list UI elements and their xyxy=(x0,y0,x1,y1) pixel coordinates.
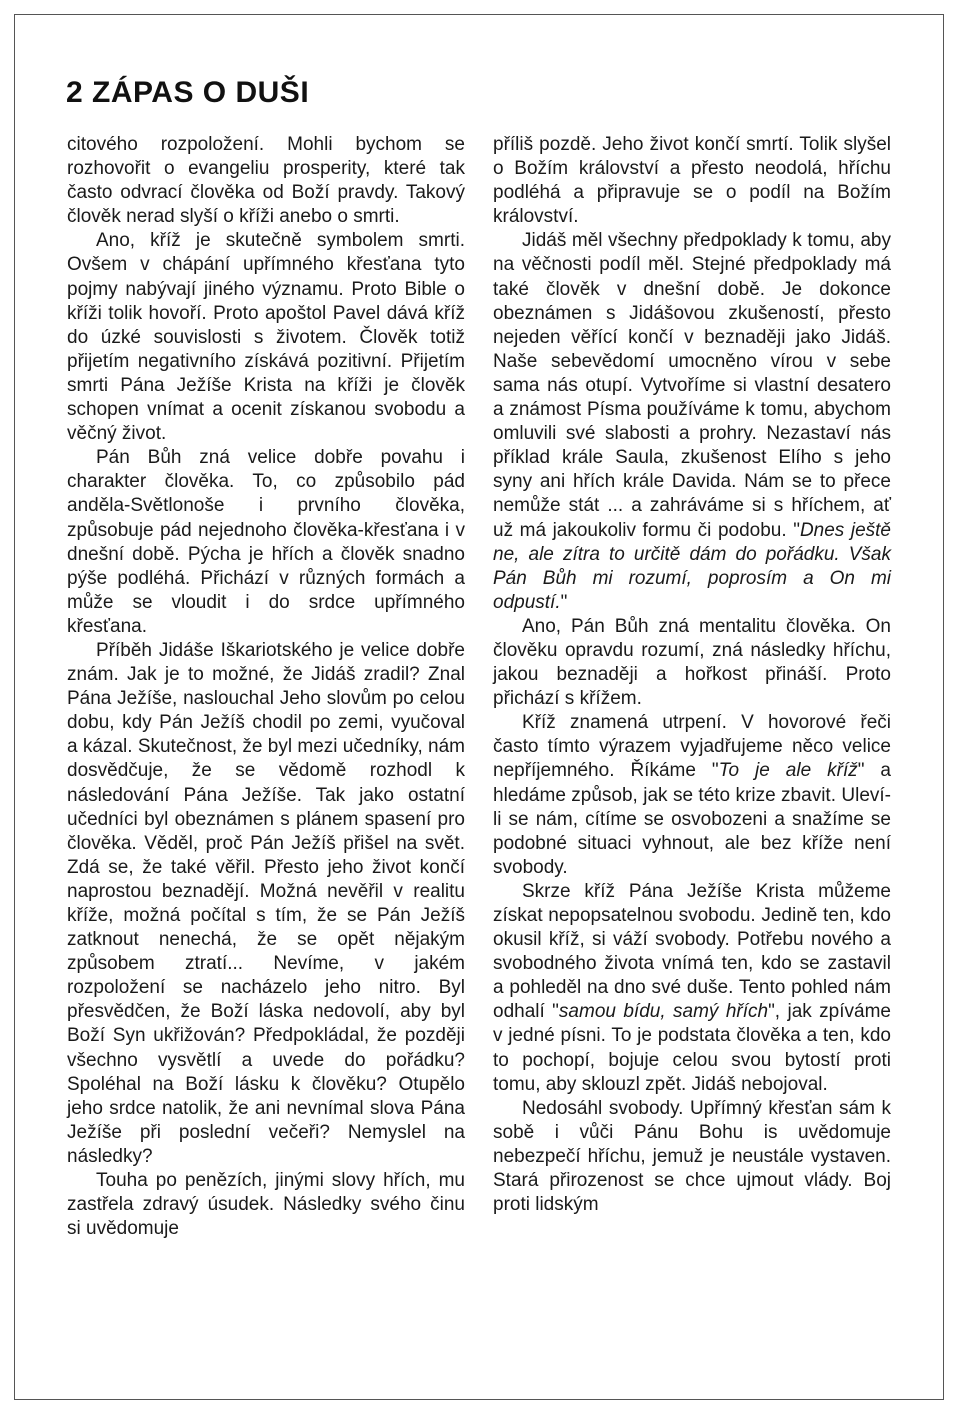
paragraph: Nedosáhl svobody. Upřímný křesťan sám k sobě i vůči Pánu Bohu is uvědomuje nebezpečí hříchu, jemuž je neustále vystaven. Stará přirozenost se chce ujmout vlády. Boj proti lidským xyxy=(493,1097,891,1216)
paragraph: citového rozpoložení. Mohli bychom se rozhovořit o evangeliu prosperity, které tak často odvrací člověka od Boží pravdy. Takový člověk nerad slyší o kříži anebo o smrti. xyxy=(67,134,465,228)
text-span: " xyxy=(560,591,568,613)
paragraph: Příběh Jidáše Iškariotského je velice dobře znám. Jak je to možné, že Jidáš zradil? Znal Pána Ježíše, naslouchal Jeho slovům po celou dobu, kdy Pán Ježíš chodil po zemi, vyučoval a kázal. Skutečnost, že byl mezi učedníky, nám dosvědčuje, že se vědomě rozhodl k následování Pána Ježíše. Tak jako ostatní učedníci byl obeznámen s plánem spasení pro člověka. Věděl, proč Pán Ježíš přišel na svět. Zdá se, že také věřil. Přesto jeho život končí naprostou beznadějí. Možná nevěřil v realitu kříže, možná počítal s tím, že se Pán Ježíš zatknout nenechá, že se opět nějakým způsobem ztratí... Nevíme, v jakém rozpoložení se nacházelo jeho nitro. Byl přesvědčen, že Boží láska nedovolí, aby byl Boží Syn ukřižován? Předpokládal, že později všechno vysvětlí a uvede do pořádku? Spoléhal na Boží lásku k člověku? Otupělo jeho srdce natolik, že ani nevnímal slova Pána Ježíše při poslední večeři? Nemyslel na následky? xyxy=(67,639,465,1167)
quote-italic: samou bídu, samý hřích xyxy=(558,1001,769,1023)
text-span: " a hledáme způsob, jak se této krize zbavit. Uleví-li se nám, cítíme se osvobozeni a snažíme se podobné situaci vyhnout, ale bez kříže není svobody. xyxy=(493,760,892,878)
paragraph xyxy=(493,229,891,615)
paragraph: Touha po penězích, jinými slovy hřích, mu zastřela zdravý úsudek. Následky svého činu si uvědomuje xyxy=(67,1170,465,1240)
left-column xyxy=(67,133,465,1241)
paragraph xyxy=(493,711,891,880)
text-span: Skrze kříž Pána Ježíše Krista můžeme získat nepopsatelnou svobodu. Jedině ten, kdo okusil kříž, si váží svobody. Potřebu nového a svobodného života vnímá ten, kdo se zastavil a pohleděl na dno své duše. Tento pohled nám odhalí " xyxy=(493,880,891,1023)
text-span: Kříž znamená utrpení. V hovorové řeči často tímto výrazem vyjadřujeme něco velice nepříjemného. Říkáme " xyxy=(493,712,891,782)
paragraph: příliš pozdě. Jeho život končí smrtí. Tolik slyšel o Božím království a přesto neodolá, hříchu podléhá a připravuje se o podíl na Božím království. xyxy=(493,134,891,228)
paragraph: Ano, kříž je skutečně symbolem smrti. Ovšem v chápání upřímného křesťana tyto pojmy nabývají jiného významu. Proto Bible o kříži tolik hovoří. Proto apoštol Pavel dává kříž do úzké souvislosti s životem. Člověk totiž přijetím negativního získává pozitivní. Přijetím smrti Pána Ježíše Krista na kříži je člověk schopen vnímat a ocenit získanou svobodu a věčný život. xyxy=(67,230,465,445)
paragraph xyxy=(493,880,891,1097)
paragraph: Pán Bůh zná velice dobře povahu i charakter člověka. To, co způsobilo pád anděla-Světlonoše i prvního člověka, způsobuje pád nejednoho člověka-křesťana i v dnešní době. Pýcha je hřích a člověk snadno pýše podléhá. Přichází v různých formách a může se vloudit i do srdce upřímného křesťana. xyxy=(67,447,465,637)
chapter-title: 2 ZÁPAS O DUŠI xyxy=(66,76,310,109)
quote-italic: Dnes ještě ne, ale zítra to určitě dám do pořádku. Však Pán Bůh mi rozumí, poprosím a On mi odpustí. xyxy=(493,519,891,613)
right-column xyxy=(493,133,891,1217)
quote-italic: To je ale kříž xyxy=(718,760,858,782)
text-span: Jidáš měl všechny předpoklady k tomu, aby na věčnosti podíl měl. Stejné předpoklady má také člověk v dnešní době. Je dokonce obeznámen s Jidášovou zkušeností, přesto nejeden věřící končí v beznaději jako Jidáš. Naše sebevědomí umocněno vírou v sebe sama nás otupí. Vytvoříme si vlastní desatero a známost Písma používáme k tomu, abychom omluvili své slabosti a prohry. Nezastaví nás příklad krále Saula, zkušenost Elího s jeho syny ani hřích krále Davida. Nám se to přece nemůže stát ... a zahráváme si s hříchem, ať už má jakoukoliv formu či podobu. " xyxy=(493,230,891,541)
text-span: ", jak zpíváme v jedné písni. To je podstata člověka a ten, kdo to pochopí, bojuje celou svou bytostí proti tomu, aby sklouzl zpět. Jidáš nebojoval. xyxy=(493,1001,891,1095)
paragraph: Ano, Pán Bůh zná mentalitu člověka. On člověku opravdu rozumí, zná následky hříchu, jakou beznaději a hořkost přináší. Proto přichází s křížem. xyxy=(493,615,891,710)
